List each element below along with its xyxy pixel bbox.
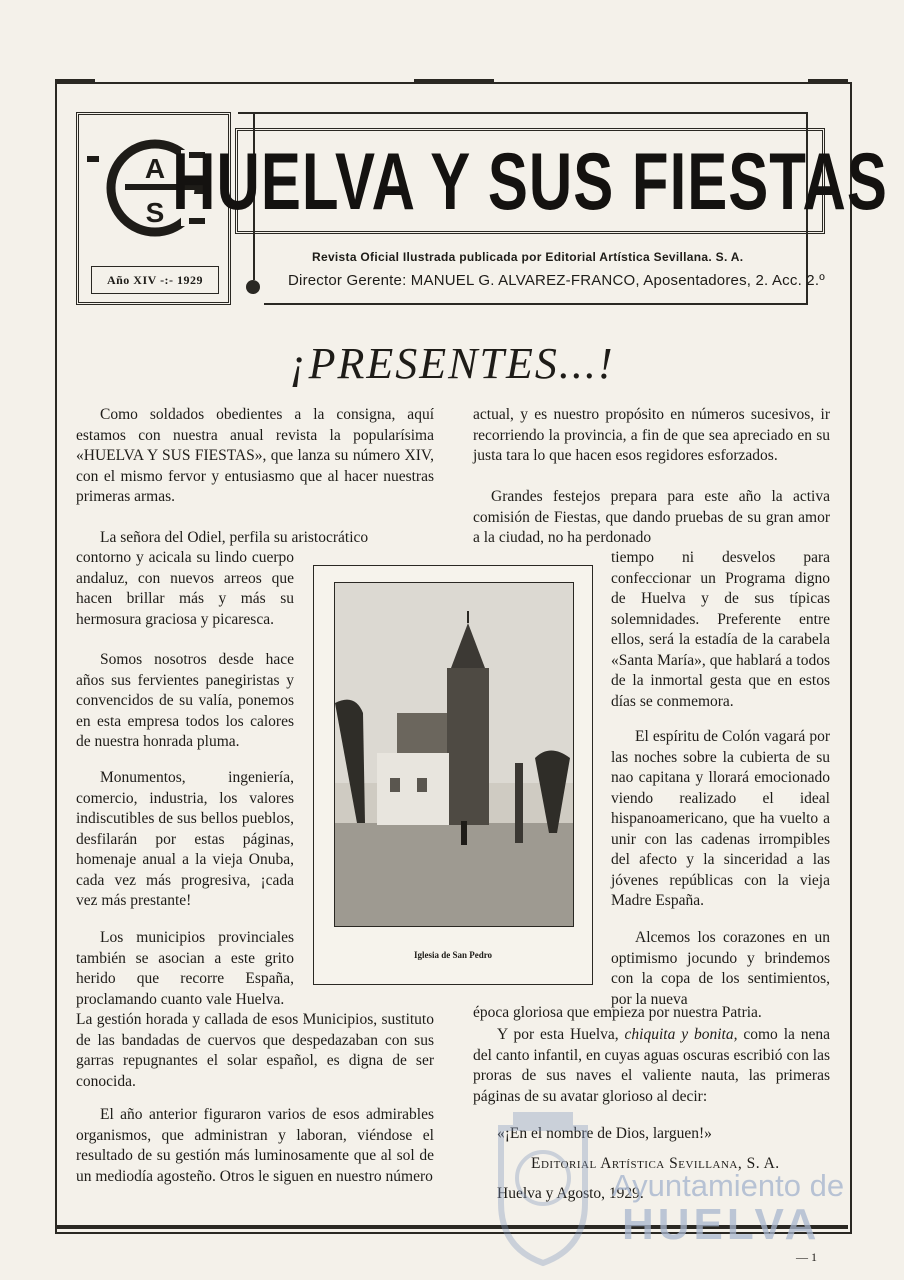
masthead-box [172,128,888,234]
right-paragraph-2-cont: tiempo ni desvelos para confeccionar un Programa digno de Huelva y de sus típicas solemnidades. Preferente entre ellos, será la estadía de la carabela «Santa María», que hablará a todos de la inmortal gesta que en estos días se conmemora. [611,549,830,710]
right-paragraph-5 [473,1025,830,1107]
article-heading: ¡PRESENTES...! [289,339,615,388]
watermark-line-1: Ayuntamiento de [612,1168,845,1203]
top-rule-left [55,79,95,84]
watermark-shield-icon [493,1108,593,1268]
left-paragraph-2: contorno y acicala su lindo cuerpo andaluz, con nuevos arreos que hacen brillar más y más su hermosura graciosa y picaresca. [76,549,294,628]
signature: Editorial Artística Sevillana, S. A. [531,1155,780,1172]
right-paragraph-5-emphasis: chiquita y bonita, [624,1026,738,1043]
photo-frame [313,565,593,985]
right-paragraph-1: actual, y es nuestro propósito en números sucesivos, ir recorriendo la provincia, a fin de que sea apreciado en su justa tara lo que hacen esos regidores esforzados. [473,406,830,464]
masthead-title: HUELVA Y SUS FIESTAS [172,135,888,227]
left-paragraph-6: El año anterior figuraron varios de esos admirables organismos, que administran y laboran, viéndose el resultado de su gestión más luminosamente que al sol de un mediodía agosteño. Otros le siguen en nuestro número [76,1106,434,1185]
quote: «¡En el nombre de Dios, larguen!» [497,1125,712,1142]
year-label: Año XIV -:- 1929 [91,266,219,294]
right-paragraph-4: Alcemos los corazones en un optimismo jocundo y brindemos con la copa de los sentimientos, por la nueva [611,929,830,1008]
right-paragraph-5-b: como la nena del canto infantil, en cuyas aguas oscuras escribió con las proras de sus naves el valiente nauta, las primeras páginas de su avatar glorioso al decir: [473,1026,831,1105]
logo-letter-s: S [145,197,165,228]
left-paragraph-3: Somos nosotros desde hace años sus fervientes panegiristas y convencidos de su valía, ponemos en esta empresa todos los calores de nuestra honrada pluma. [76,651,294,750]
left-paragraph-2-start: La señora del Odiel, perfila su aristocrático [100,529,369,546]
header-bottom-rule [264,303,808,305]
church-image-icon [335,583,573,926]
right-paragraph-5-a: Y por esta Huelva, [497,1026,619,1043]
header-rule [238,112,808,114]
page-number: — 1 [796,1250,817,1264]
header-dot [246,280,260,294]
left-paragraph-5: Los municipios provinciales también se asocian a este grito herido que recorre España, proclamando cuanto vale Huelva. [76,929,294,1008]
right-paragraph-3: El espíritu de Colón vagará por las noches sobre la cubierta de su nao capitana y llorará emocionado viendo realizado el ideal hispanoamericano, que ha vuelto a unir con las cadenas irrompibles del afecto y la sinceridad a las jóvenes repúblicas con la vieja Madre España. [611,728,830,909]
church-photo [334,582,574,927]
watermark-line-2: HUELVA [622,1200,821,1249]
right-paragraph-2: Grandes festejos prepara para este año la activa comisión de Fiestas, que dando pruebas de su gran amor a la ciudad, no ha perdonado [473,488,830,546]
top-rule-mid [414,79,494,84]
left-paragraph-1: Como soldados obedientes a la consigna, aquí estamos con nuestra anual revista la popularísima «HUELVA Y SUS FIESTAS», que lanza su número XIV, con el mismo fervor y entusiasmo que al hacer nuestras primeras armas. [76,406,434,505]
right-paragraph-4-cont: época gloriosa que empieza por nuestra Patria. [473,1004,762,1021]
masthead-subtitle: Revista Oficial Ilustrada publicada por Editorial Artística Sevillana. S. A. [312,250,744,264]
place-date: Huelva y Agosto, 1929. [497,1185,644,1202]
photo-caption: Iglesia de San Pedro [413,950,493,960]
logo-letter-a: A [144,153,166,184]
top-rule-right [808,79,848,84]
left-paragraph-4: Monumentos, ingeniería, comercio, industria, los valores indiscutibles de sus bellos pueblos, desfilarán por estas páginas, homenaje anual a la vieja Onuba, cada vez más progresiva, ¡cada vez más prestante! [76,769,294,909]
left-paragraph-5-cont: La gestión horada y callada de esos Municipios, sustituto de las bandadas de cuervos que despedazaban con sus garras repugnantes el solar español, es digna de ser conocida. [76,1011,434,1090]
masthead-director: Director Gerente: MANUEL G. ALVAREZ-FRANCO, Aposentadores, 2. Acc. 2.º [288,272,825,289]
